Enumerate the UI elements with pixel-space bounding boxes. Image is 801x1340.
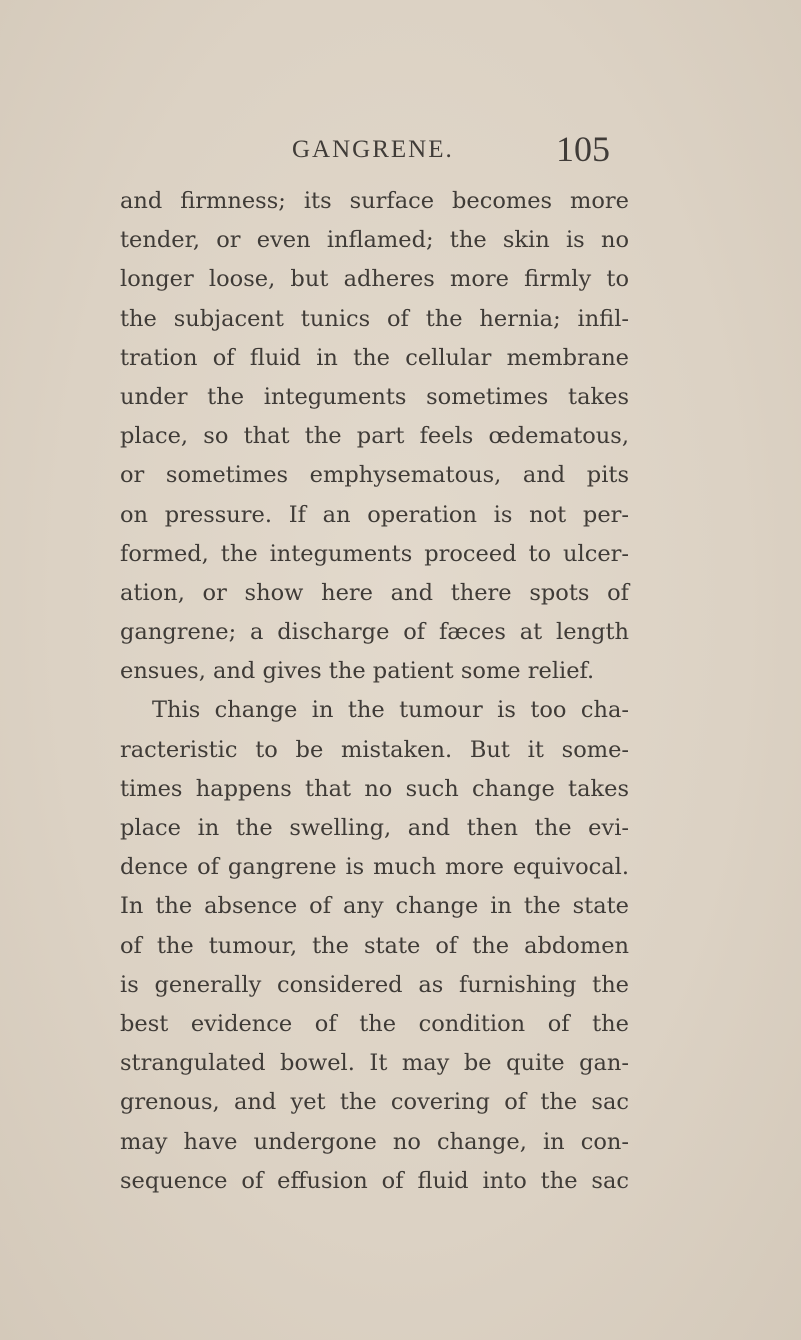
paragraph-start-line: This change in the tumour is too cha- [152,697,629,724]
text-line: under the integuments sometimes takes [120,383,629,410]
text-line: and firmness; its surface becomes more [120,188,629,214]
text-line: times happens that no such change takes [120,775,629,802]
text-line: or sometimes emphysematous, and pits [120,462,629,489]
body-text [120,182,629,1201]
text-line: place in the swelling, and then the evi- [120,815,629,841]
running-head [0,128,801,178]
text-line: may have undergone no change, in con- [120,1128,629,1155]
text-line: gangrene; a discharge of fæces at length [120,619,629,646]
text-line: the subjacent tunics of the hernia; infil- [120,305,629,332]
text-line: dence of gangrene is much more equivocal. [120,854,629,881]
text-line: racteristic to be mistaken. But it some- [120,736,629,763]
page-number: 105 [556,129,610,169]
text-line: tration of fluid in the cellular membrane [120,344,629,371]
text-line: is generally considered as furnishing the [120,971,629,998]
text-line: longer loose, but adheres more firmly to [120,266,629,293]
paragraph-end-line: ensues, and gives the patient some relief. [120,658,595,685]
text-line: In the absence of any change in the state [120,893,629,920]
text-line: place, so that the part feels œdematous, [120,423,629,450]
text-line: on pressure. If an operation is not per- [120,501,629,528]
chapter-title: GANGRENE. [292,136,454,163]
text-line: ation, or show here and there spots of [120,579,629,606]
text-line: of the tumour, the state of the abdomen [120,932,629,959]
text-line: best evidence of the condition of the [120,1010,629,1037]
text-line: grenous, and yet the covering of the sac [120,1089,629,1116]
text-line: strangulated bowel. It may be quite gan- [120,1050,629,1077]
text-line: sequence of effusion of fluid into the sac [120,1167,629,1194]
text-line: formed, the integuments proceed to ulcer- [120,540,629,567]
text-line: tender, or even inflamed; the skin is no [120,227,629,254]
